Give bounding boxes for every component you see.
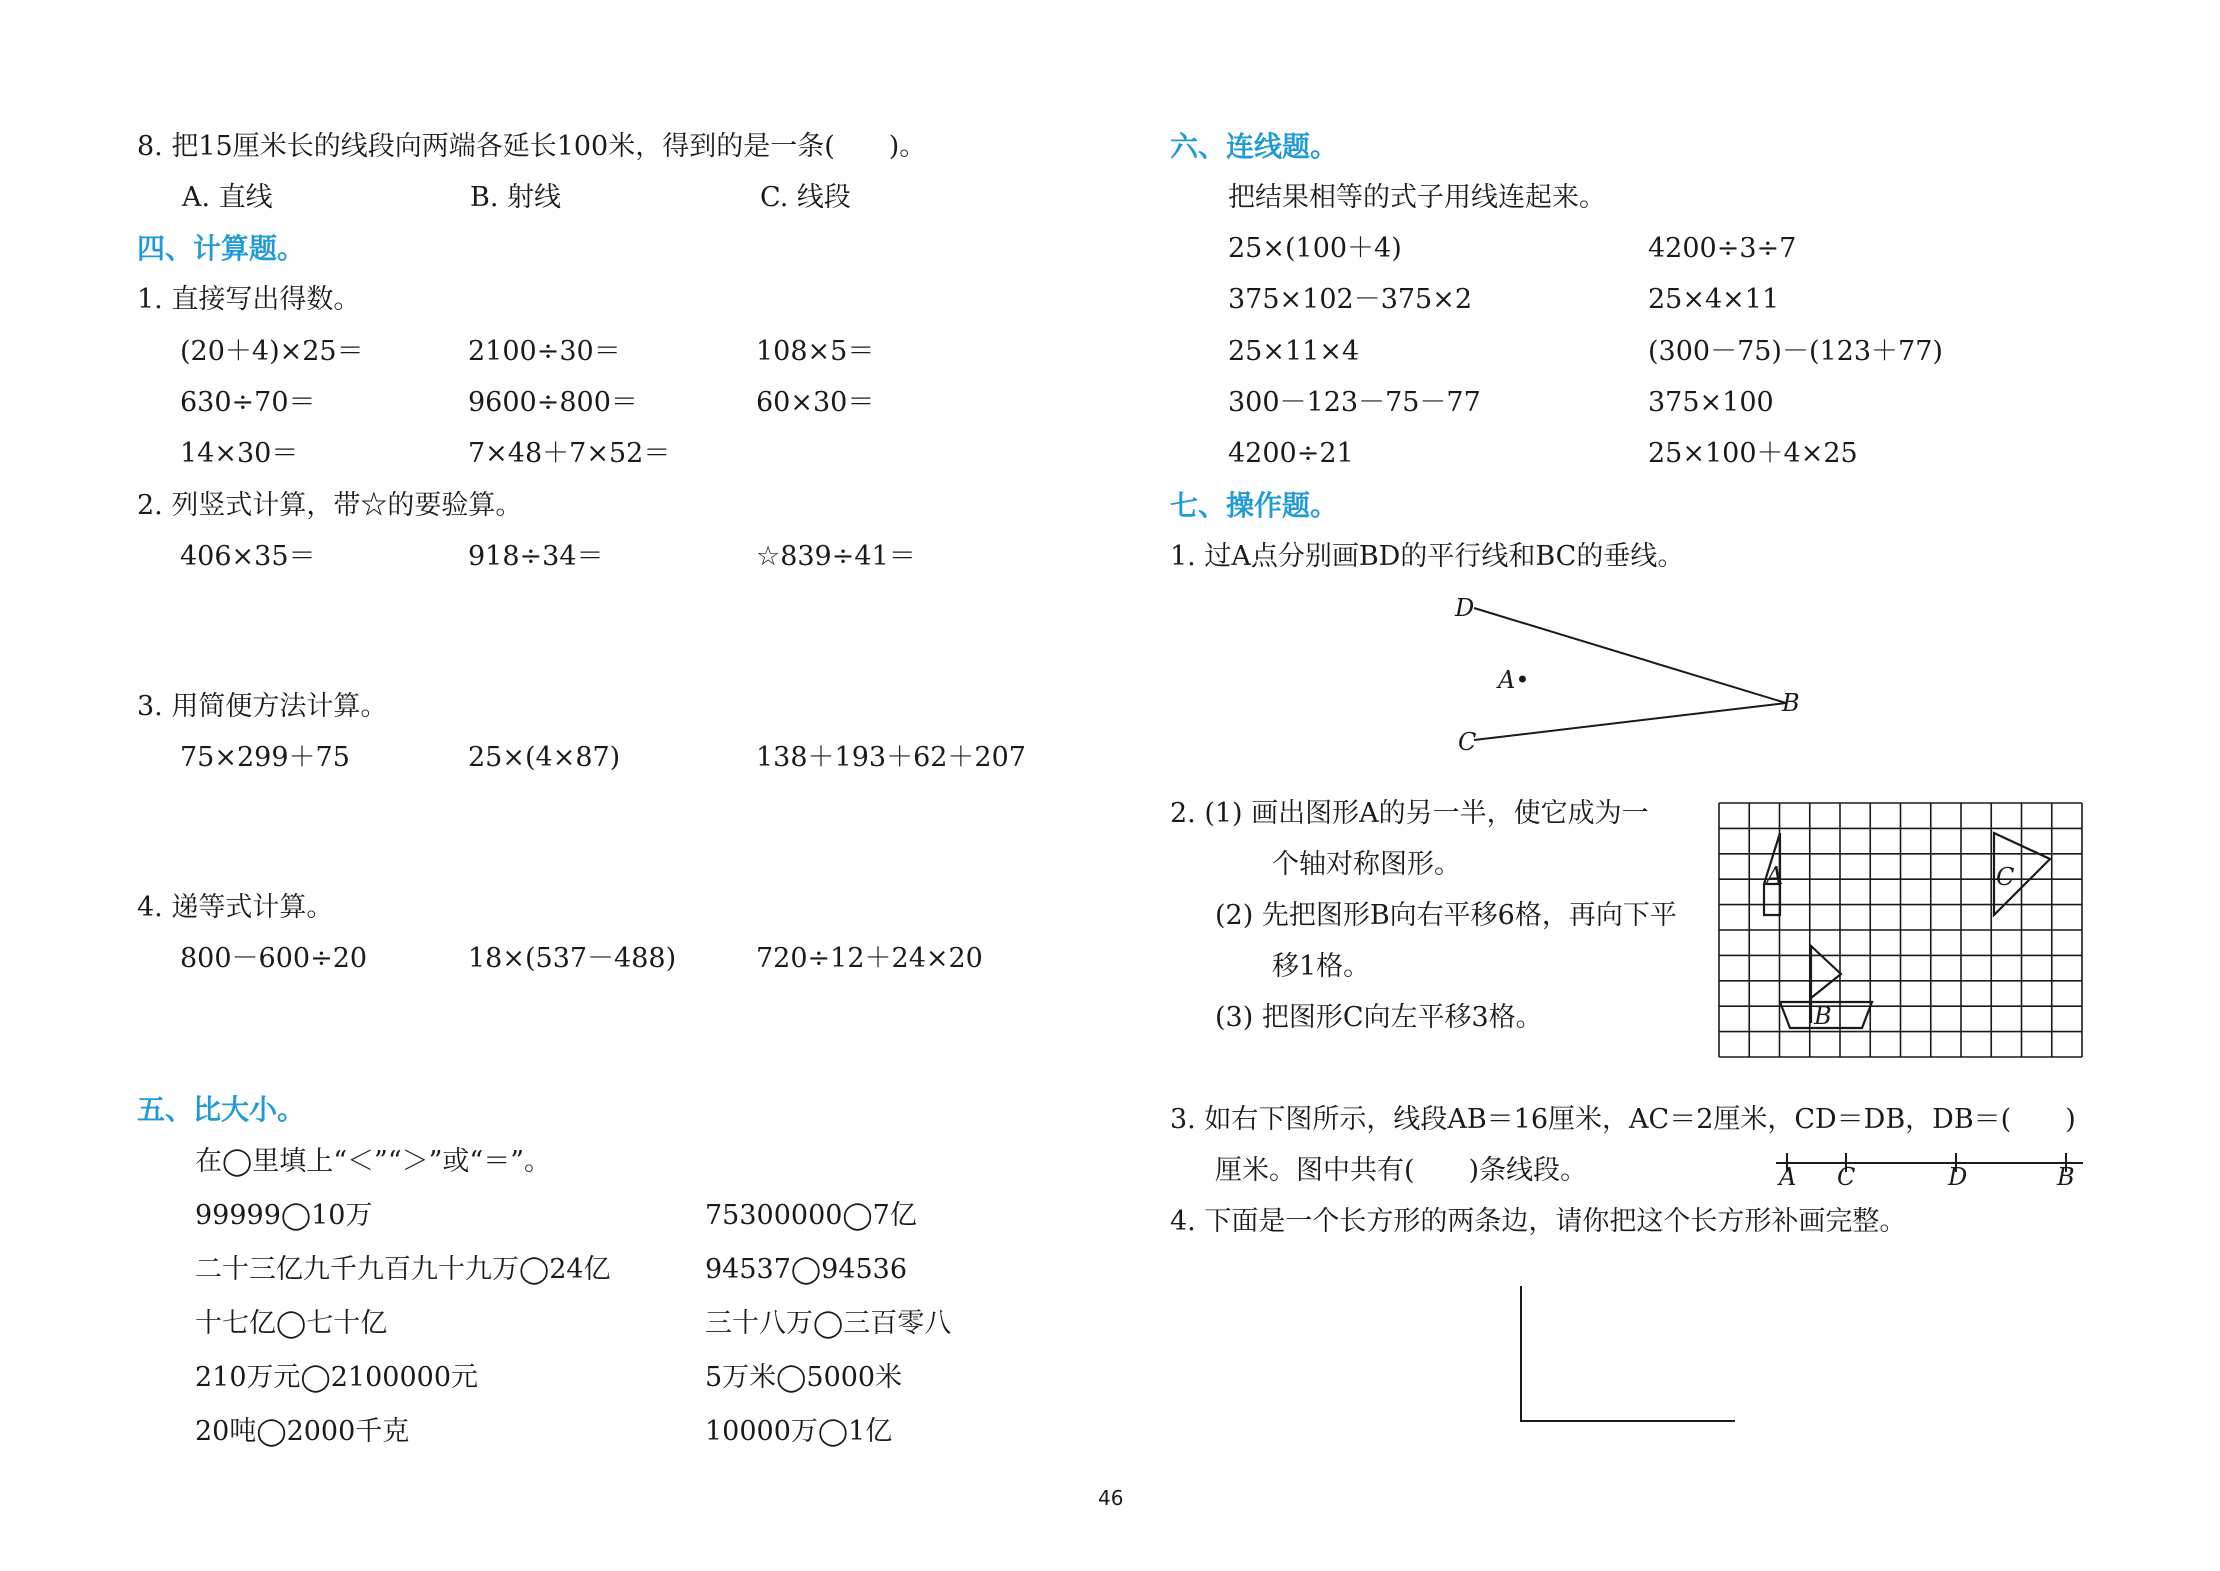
shape-a-label: A [1766, 862, 1784, 890]
shape-b-label: B [1814, 1002, 1832, 1030]
match-left-item: 375×102－375×2 [1228, 284, 1473, 315]
q8-stem: 8. 把15厘米长的线段向两端各延长100米，得到的是一条( )。 [137, 131, 927, 162]
simplify-item: 25×(4×87) [468, 742, 621, 773]
compare-item: 75300000◯7亿 [705, 1200, 917, 1231]
match-right-item: 4200÷3÷7 [1648, 233, 1797, 264]
calc-item: (20＋4)×25＝ [180, 336, 364, 367]
compare-item: 二十三亿九千九百九十九万◯24亿 [195, 1254, 611, 1285]
match-right-item: 25×4×11 [1648, 284, 1780, 315]
seg-label-a: A [1779, 1163, 1797, 1191]
compare-item: 210万元◯2100000元 [195, 1362, 478, 1393]
compare-item: 94537◯94536 [705, 1254, 907, 1285]
q8-option-b: B. 射线 [470, 182, 562, 213]
s7-q3-line2: 厘米。图中共有( )条线段。 [1215, 1155, 1588, 1186]
calc-item: 630÷70＝ [180, 387, 316, 418]
s6-instruction: 把结果相等的式子用线连起来。 [1228, 182, 1606, 213]
shape-c-label: C [1996, 863, 2015, 891]
s4-q4-title: 4. 递等式计算。 [137, 892, 334, 923]
compare-item: 三十八万◯三百零八 [705, 1308, 952, 1339]
calc-item: 2100÷30＝ [468, 336, 621, 367]
segment-figure [1776, 1153, 2083, 1172]
calc-item: 7×48＋7×52＝ [468, 438, 671, 469]
s7-q2-line: (3) 把图形C向左平移3格。 [1215, 1002, 1543, 1033]
s7-q4-text: 4. 下面是一个长方形的两条边，请你把这个长方形补画完整。 [1170, 1206, 1907, 1237]
s7-q2-line: 2. (1) 画出图形A的另一半，使它成为一 [1170, 798, 1649, 829]
rectangle-sides [1521, 1286, 1735, 1421]
match-right-item: (300－75)－(123＋77) [1648, 336, 1943, 367]
label-a: A• [1498, 666, 1530, 694]
s7-q1-text: 1. 过A点分别画BD的平行线和BC的垂线。 [1170, 541, 1685, 572]
label-b: B [1782, 689, 1800, 717]
seg-label-b: B [2057, 1163, 2075, 1191]
vertical-calc-item: ☆839÷41＝ [756, 541, 916, 572]
q8-option-c: C. 线段 [760, 182, 851, 213]
section5-title: 五、比大小。 [137, 1093, 306, 1126]
vertical-calc-item: 918÷34＝ [468, 541, 604, 572]
simplify-item: 138＋193＋62＋207 [756, 742, 1026, 773]
segment-cb [1474, 703, 1786, 740]
section7-title: 七、操作题。 [1170, 489, 1339, 522]
compare-item: 10000万◯1亿 [705, 1416, 893, 1447]
calc-item: 9600÷800＝ [468, 387, 638, 418]
match-left-item: 25×11×4 [1228, 336, 1360, 367]
stepwise-item: 800－600÷20 [180, 943, 368, 974]
vertical-calc-item: 406×35＝ [180, 541, 316, 572]
square-grid [1719, 803, 2082, 1057]
page-number: 46 [1098, 1486, 1124, 1510]
seg-label-c: C [1837, 1163, 1856, 1191]
s4-q3-title: 3. 用简便方法计算。 [137, 691, 388, 722]
s7-q3-line1: 3. 如右下图所示，线段AB＝16厘米，AC＝2厘米，CD＝DB，DB＝( ) [1170, 1104, 2076, 1135]
calc-item: 60×30＝ [756, 387, 875, 418]
compare-item: 5万米◯5000米 [705, 1362, 903, 1393]
compare-item: 20吨◯2000千克 [195, 1416, 410, 1447]
calc-item: 14×30＝ [180, 438, 299, 469]
simplify-item: 75×299＋75 [180, 742, 350, 773]
stepwise-item: 720÷12＋24×20 [756, 943, 983, 974]
calc-item: 108×5＝ [756, 336, 875, 367]
s7-q2-line: (2) 先把图形B向右平移6格，再向下平 [1215, 900, 1677, 931]
compare-item: 99999◯10万 [195, 1200, 373, 1231]
stepwise-item: 18×(537－488) [468, 943, 677, 974]
s4-q2-title: 2. 列竖式计算，带☆的要验算。 [137, 490, 523, 521]
label-d: D [1455, 594, 1475, 622]
seg-label-d: D [1948, 1163, 1968, 1191]
match-right-item: 25×100＋4×25 [1648, 438, 1858, 469]
match-left-item: 300－123－75－77 [1228, 387, 1481, 418]
section6-title: 六、连线题。 [1170, 130, 1339, 163]
s5-instruction: 在◯里填上“＜”“＞”或“＝”。 [195, 1146, 552, 1177]
label-c: C [1458, 728, 1477, 756]
match-left-item: 4200÷21 [1228, 438, 1354, 469]
s7-q2-line: 个轴对称图形。 [1272, 849, 1461, 880]
q8-option-a: A. 直线 [182, 182, 273, 213]
compare-item: 十七亿◯七十亿 [195, 1308, 388, 1339]
s4-q1-title: 1. 直接写出得数。 [137, 284, 361, 315]
section4-title: 四、计算题。 [137, 232, 306, 265]
s7-q2-line: 移1格。 [1272, 951, 1371, 982]
match-right-item: 375×100 [1648, 387, 1774, 418]
match-left-item: 25×(100＋4) [1228, 233, 1402, 264]
